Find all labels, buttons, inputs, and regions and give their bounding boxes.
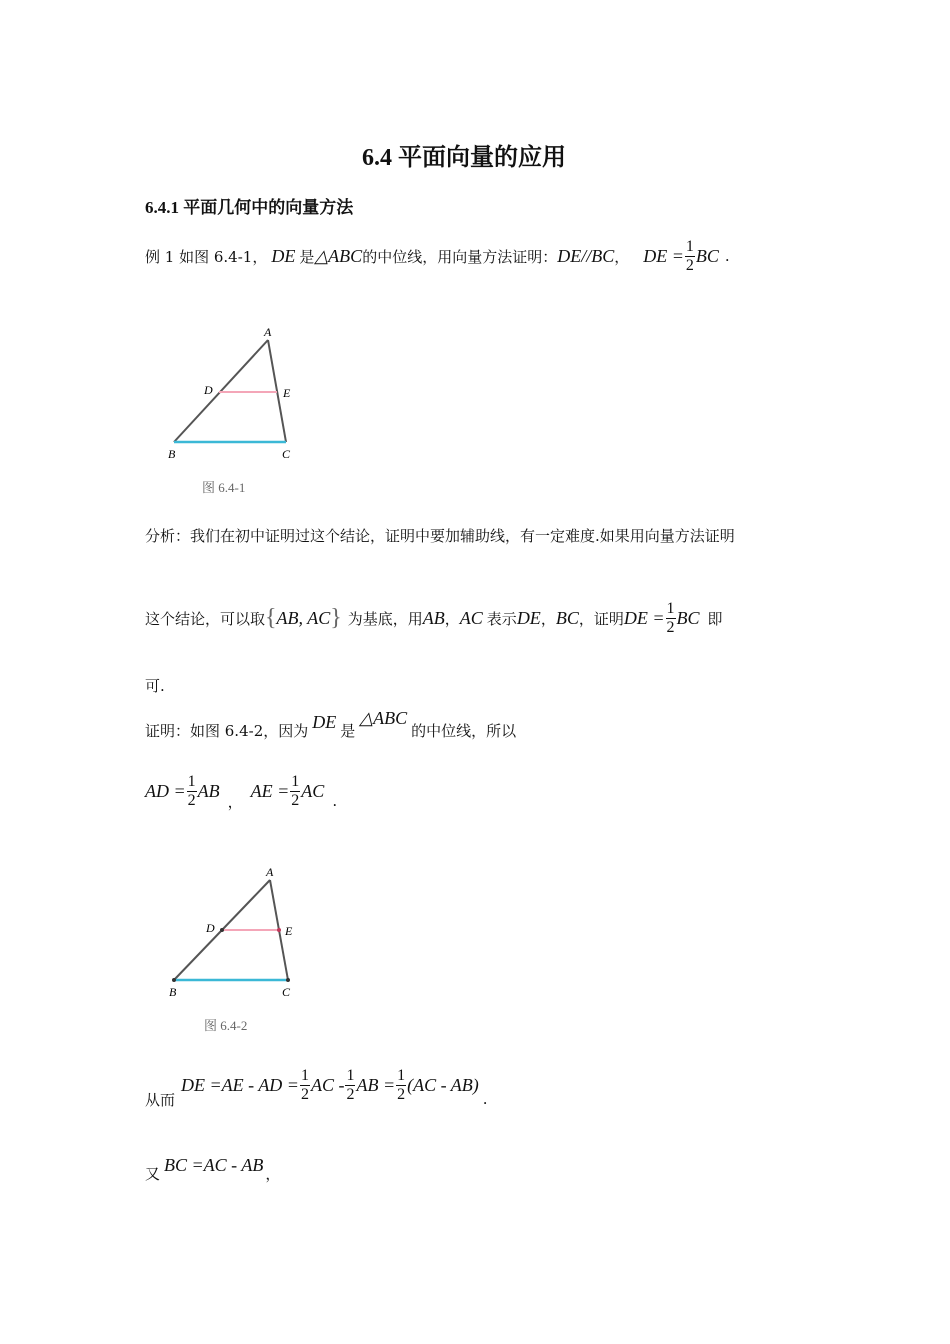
arrow-tip-e	[277, 928, 281, 932]
analysis-text-1: 这个结论，可以取	[145, 609, 266, 628]
also-line	[145, 1148, 280, 1182]
example-comma: ，	[614, 247, 630, 266]
thus-fraction-1	[300, 1067, 310, 1104]
example-lead: 例 1 如图 6.4-1，	[145, 247, 268, 266]
thus-fraction-2	[345, 1067, 355, 1104]
fraction-numerator: 1	[397, 1066, 406, 1084]
thus-fraction-3	[396, 1067, 406, 1104]
analysis-eq-right: BC	[676, 607, 700, 628]
example-triangle: △ABC	[314, 245, 363, 266]
brace-left: {	[265, 604, 277, 631]
point-d	[220, 928, 224, 932]
fraction-numerator: 1	[666, 599, 675, 617]
vertex-label-a: A	[266, 865, 274, 879]
proof-text-1: 证明：如图 6.4-2，因为	[145, 721, 309, 740]
proof-text-3: 的中位线，所以	[411, 721, 517, 740]
fraction-denominator: 2	[685, 256, 694, 274]
example-1	[145, 232, 730, 280]
point-c	[286, 978, 290, 982]
section-heading: 6.4.1 平面几何中的向量方法	[145, 198, 354, 217]
analysis-text-6: ，证明	[578, 609, 624, 628]
eq2-left: AE =	[250, 780, 290, 801]
thus-term-4: (AC - AB)	[407, 1074, 479, 1095]
eq-separator: ，	[227, 792, 243, 811]
proof-de: DE	[312, 711, 337, 732]
point-label-d: D	[206, 921, 215, 935]
example-parallel: DE//BC	[557, 245, 615, 266]
analysis-ac: AC	[459, 607, 483, 628]
eq1-fraction	[187, 773, 197, 810]
proof-triangle: △ABC	[359, 707, 408, 728]
figure-caption: 图 6.4-1	[202, 480, 246, 495]
point-label-e: E	[283, 386, 291, 400]
vertex-label-c: C	[282, 447, 291, 461]
fraction-denominator: 2	[300, 1085, 309, 1103]
vertex-label-a: A	[264, 325, 272, 339]
fraction-denominator: 2	[397, 1085, 406, 1103]
figure-caption: 图 6.4-2	[204, 1018, 248, 1033]
analysis-eq-left: DE =	[623, 607, 665, 628]
example-end: .	[724, 247, 730, 265]
also-end: ，	[265, 1164, 281, 1183]
thus-end: .	[482, 1090, 488, 1108]
analysis-text-5: ，	[540, 609, 556, 628]
fraction-numerator: 1	[187, 772, 196, 790]
eq1-right: AB	[197, 780, 220, 801]
example-eq-left: DE =	[643, 245, 684, 266]
proof-text-2: 是	[340, 721, 356, 740]
example-mid: 的中位线，用向量方法证明：	[362, 247, 558, 266]
example-de: DE	[271, 245, 296, 266]
thus-lead: 从而	[145, 1090, 176, 1109]
eq2-fraction	[290, 773, 300, 810]
vertex-label-c: C	[282, 985, 291, 999]
analysis-basis: AB, AC	[276, 607, 331, 628]
analysis-text-3: ，	[444, 609, 460, 628]
analysis-text-7: 即	[707, 609, 723, 628]
vertex-label-b: B	[169, 985, 177, 999]
fraction-numerator: 1	[291, 772, 300, 790]
analysis-line-1: 分析：我们在初中证明过这个结论，证明中要加辅助线，有一定难度.如果用向量方法证明	[145, 527, 735, 545]
example-eq-right: BC	[695, 245, 719, 266]
figure-6-4-1	[160, 320, 320, 505]
analysis-line-3: 可.	[145, 677, 165, 695]
fraction-numerator: 1	[685, 237, 694, 255]
vertex-label-b: B	[168, 447, 176, 461]
analysis-bc: BC	[555, 607, 579, 628]
analysis-de: DE	[516, 607, 541, 628]
analysis-text-4: 表示	[486, 609, 517, 628]
brace-right: }	[330, 604, 342, 631]
thus-term-2: AC -	[310, 1074, 345, 1095]
analysis-line-2	[145, 588, 723, 648]
also-lead: 又	[145, 1164, 161, 1183]
thus-term-3: AB =	[356, 1074, 396, 1095]
page-title: 6.4 平面向量的应用	[362, 145, 566, 171]
fraction-denominator: 2	[187, 791, 196, 809]
fraction-numerator: 1	[346, 1066, 355, 1084]
fraction-denominator: 2	[291, 791, 300, 809]
fraction-numerator: 1	[300, 1066, 309, 1084]
also-equation: BC =AC - AB	[164, 1154, 264, 1175]
analysis-eq-fraction	[666, 600, 676, 637]
eq1-left: AD =	[145, 780, 186, 801]
eq2-right: AC	[301, 780, 325, 801]
example-eq-fraction	[685, 238, 695, 275]
analysis-ab: AB	[422, 607, 445, 628]
fraction-denominator: 2	[346, 1085, 355, 1103]
example-is: 是	[299, 247, 315, 266]
analysis-text-2: 为基底，用	[347, 609, 423, 628]
proof-equations	[145, 765, 337, 817]
fraction-denominator: 2	[666, 618, 675, 636]
thus-term-1: DE =AE - AD =	[181, 1074, 299, 1095]
figure-6-4-2	[160, 860, 320, 1040]
proof-end: .	[332, 792, 338, 810]
thus-line	[145, 1058, 488, 1112]
point-label-d: D	[204, 383, 213, 397]
point-label-e: E	[285, 924, 293, 938]
point-b	[172, 978, 176, 982]
proof-line-1	[145, 708, 516, 752]
